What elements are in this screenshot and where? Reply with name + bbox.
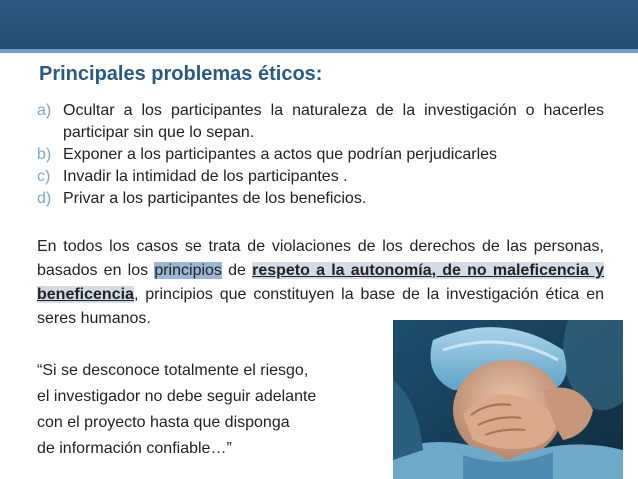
list-item-text: Exponer a los participantes a actos que podrían perjudicarles: [63, 146, 498, 163]
quote-line: de información confiable…”: [37, 440, 232, 457]
list-item: [37, 166, 604, 188]
quote-block: [37, 358, 367, 462]
header-band: [0, 0, 638, 49]
list-item: [37, 100, 604, 144]
slide-title: Principales problemas éticos:: [39, 63, 323, 85]
list-marker: b): [37, 146, 52, 163]
distressed-doctor-photo: [393, 320, 623, 479]
principles-emphasis: respeto a la autonomía, de no maleficencia y beneficencia: [37, 262, 605, 303]
list-marker: c): [37, 168, 51, 185]
list-item-text: Privar a los participantes de los beneficios.: [63, 190, 367, 207]
list-item: [37, 144, 604, 166]
principios-text: principios: [154, 262, 222, 279]
quote-line: el investigador no debe seguir adelante: [37, 388, 317, 405]
list-marker: d): [37, 190, 52, 207]
list-item-text: Ocultar a los participantes la naturaleza de la investigación o hacerles participar sin que lo sepan.: [63, 102, 604, 141]
quote-line: “Si se desconoce totalmente el riesgo,: [37, 362, 309, 379]
list-item-text: Invadir la intimidad de los participantes .: [63, 168, 348, 185]
paragraph-text: , principios que constituyen la base de la investigación ética en seres humanos.: [37, 286, 604, 327]
explanation-paragraph: [37, 235, 604, 331]
problems-list: [37, 100, 604, 210]
quote-line: con el proyecto hasta que disponga: [37, 414, 290, 431]
header-accent-line: [0, 49, 638, 53]
paragraph-text: En todos los casos se trata de violaciones de los derechos de las personas, basados en los: [37, 238, 604, 279]
list-item: [37, 188, 604, 210]
list-marker: a): [37, 102, 52, 119]
paragraph-text: de: [221, 262, 253, 279]
principios-link[interactable]: [154, 262, 222, 279]
